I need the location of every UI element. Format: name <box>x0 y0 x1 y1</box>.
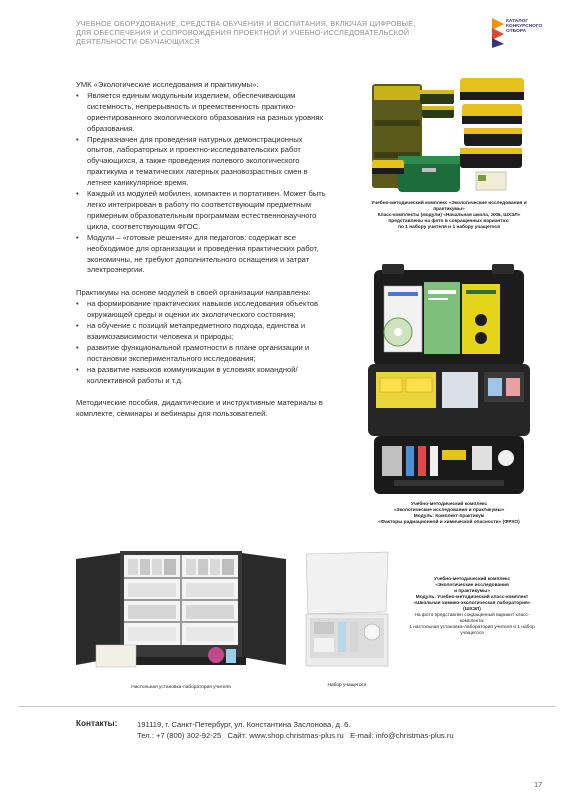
logo-text: КАТАЛОГ КОНКУРСНОГО ОТБОРА <box>506 19 543 35</box>
list-item: • Модули – «готовые решения» для педагогов: содержат все необходимое для организации и проведения практических работ, экономичны, не требуют дополнительного оснащения и затрат электроэнергии. <box>87 233 326 277</box>
practicum-list <box>76 299 326 386</box>
list-item: • на обучение с позиций метапредметного подхода, единства и взаимозависимости человека и природы; <box>87 321 326 343</box>
student-set-photo <box>300 548 394 680</box>
list-item: • Предназначен для проведения натурных демонстрационных опытов, лабораторных и проектно-исследовательских работ обучающихся, а также проведения полевого экологического практикума и тематических лагерных разновозрастных смен в летнее каникулярное время. <box>87 135 326 190</box>
caption-cases <box>360 201 538 231</box>
caption-line: Учебно-методический комплекс «Экологические исследования и практикумы» <box>371 201 527 212</box>
main-text <box>76 80 326 420</box>
caption-line: 1 настольная установка-лаборатория учителя и 1 набор учащегося <box>409 625 535 636</box>
contacts-label: Контакты: <box>76 719 118 728</box>
list-item: • на формирование практических навыков исследования объектов окружающей среды и оценки их экологического состояния; <box>87 299 326 321</box>
caption-line: Учебно-методический комплекс <box>433 577 511 582</box>
closing-text: Методические пособия, дидактические и инструктивные материалы в комплекте, семинары и вебинары для пользователей. <box>76 398 323 419</box>
caption-line: Модуль: Комплект-практикум <box>413 514 485 519</box>
caption-line: по 1 набору учителя и 1 набору учащегося <box>398 225 500 230</box>
caption-line: и практикумы» <box>454 589 490 594</box>
caption-line: «Факторы радиационной и химической опасности» (ФРХО) <box>378 520 520 525</box>
list-item: • на развитие навыков коммуникации в условиях командной/коллективной работы и т.д. <box>87 365 326 387</box>
open-case-photo <box>364 260 534 500</box>
caption-open-case <box>360 502 538 526</box>
page-number: 17 <box>534 780 543 789</box>
caption-line: «Экологические исследования <box>435 583 509 588</box>
contacts-block <box>137 719 454 741</box>
list-item: • развитие функциональной грамотности в плане организации и постановки экспериментального исследования; <box>87 343 326 365</box>
feature-list <box>76 91 326 276</box>
caption-line: представлены на фото в сокращенных вариантах: <box>388 219 510 224</box>
caption-teacher-lab: Настольная установка-лаборатория учителя <box>131 685 231 690</box>
list-item: • Каждый из модулей мобилен, компактен и портативен. Может быть легко интегрирован в работу по соответствующим предметным примерным образовательным программам естественнонаучного цикла, соответствующим ФГОС. <box>87 189 326 233</box>
caption-line: На фото представлен сокращенный вариант класс-комплекта: <box>414 613 530 624</box>
page-header: УЧЕБНОЕ ОБОРУДОВАНИЕ, СРЕДСТВА ОБУЧЕНИЯ И ВОСПИТАНИЯ, ВКЛЮЧАЯ ЦИФРОВЫЕ, ДЛЯ ОБЕСПЕЧЕНИЯ И СОПРОВОЖДЕНИЯ ПРОЕКТНОЙ И УЧЕБНО-ИССЛЕДОВАТЕЛЬСКОЙ ДЕЯТЕЛЬНОСТИ ОБУЧАЮЩИХСЯ <box>76 19 416 46</box>
caption-line: «Экологические исследования и практикумы» <box>393 508 505 513</box>
list-item: • Является единым модульным изделием, обеспечивающим системность, непрерывность и преемственность практико-ориентированного экологического образования на разных уровнях образования. <box>87 91 326 135</box>
practicum-intro: Практикумы на основе модулей в своей организации направлены: <box>76 288 311 298</box>
caption-line: Модуль: Учебно-методический класс-комплект «Школьная химико-экологическая лаборатория» (ШХЭЛ) <box>413 595 531 612</box>
caption-line: Учебно-методический комплекс <box>410 502 488 507</box>
caption-shhel <box>406 577 538 637</box>
address-text: 191119, г. Санкт-Петербург, ул. Константина Заслонова, д. 6. <box>137 720 351 729</box>
caption-student-set: Набор учащегося <box>327 683 367 688</box>
logo-mark-icon <box>492 18 506 48</box>
teacher-lab-photo <box>76 545 286 677</box>
cases-photo <box>364 72 534 200</box>
phone-site-email: Тел.: +7 (800) 302-92-25 Сайт: www.shop.christmas-plus.ru E-mail: info@christmas-plus.ru <box>137 731 454 740</box>
caption-line: Класс-комплекты (модули) «Начальная школа, ЭХБ, ШХЭЛ» <box>377 213 521 218</box>
footer-divider <box>18 706 556 707</box>
catalog-logo <box>492 18 552 54</box>
intro-text: УМК «Экологические исследования и практикумы»: <box>76 80 259 89</box>
